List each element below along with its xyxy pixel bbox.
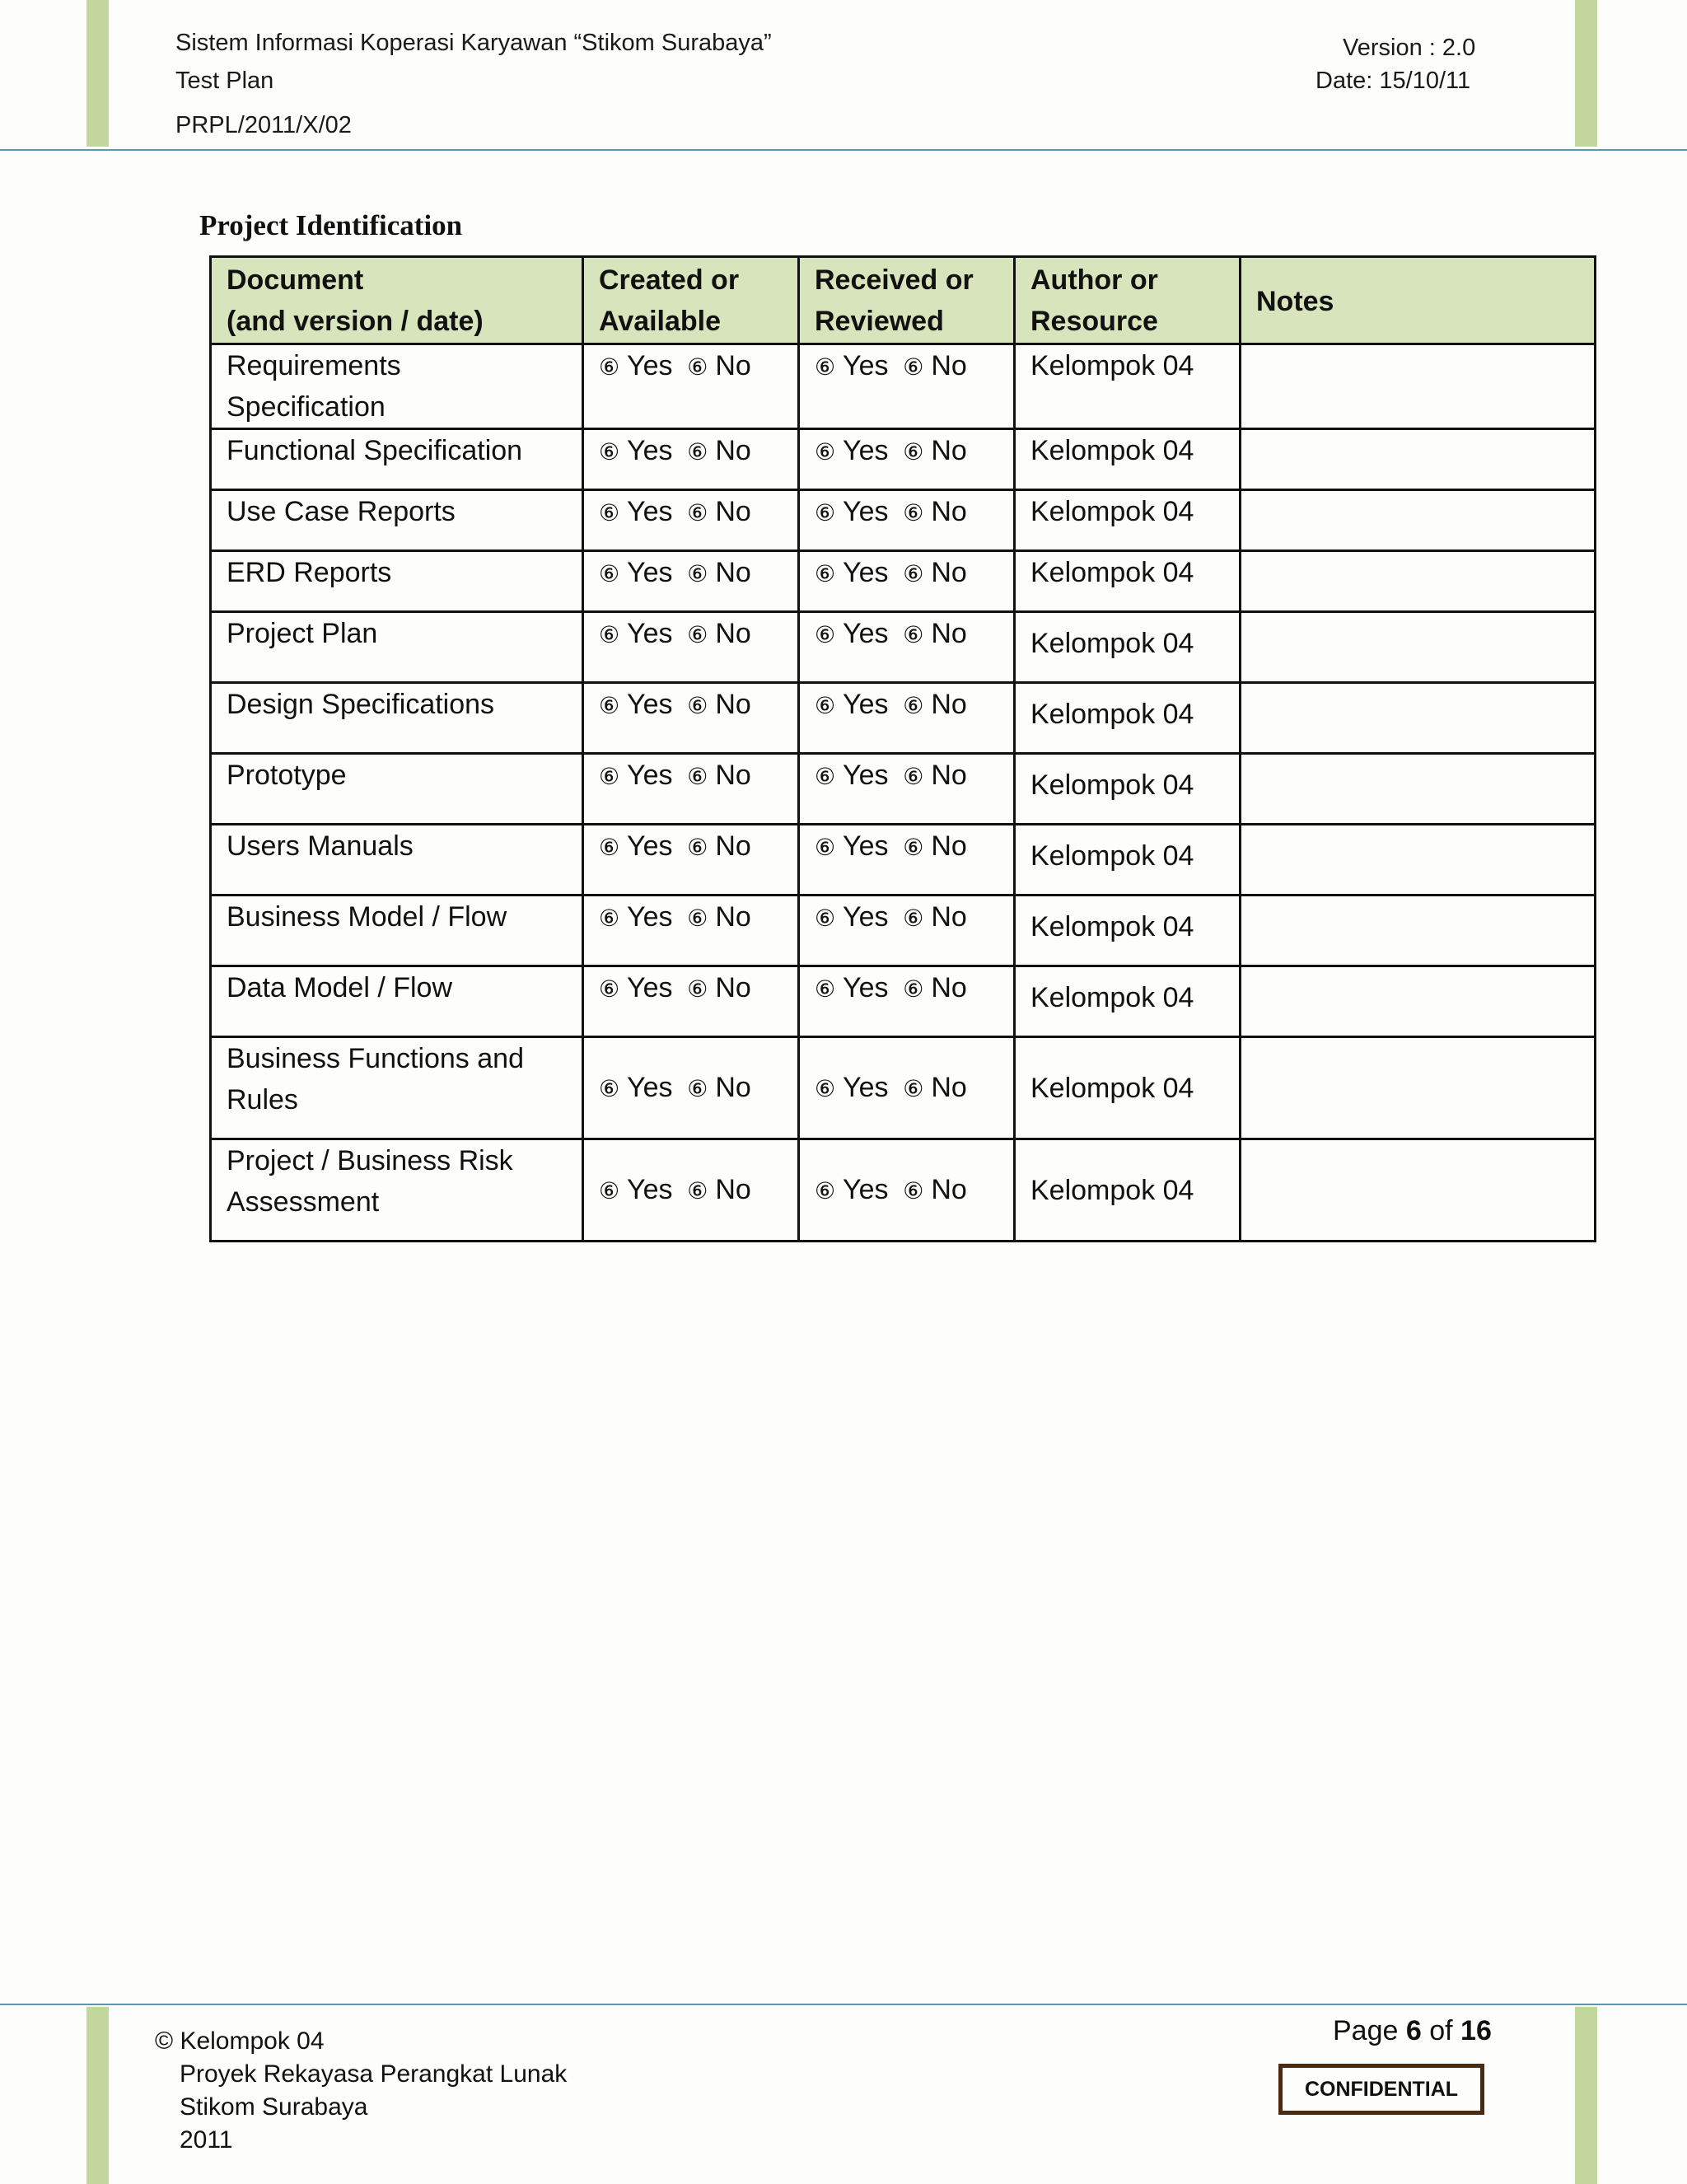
created-no-label: No [715, 1173, 751, 1205]
notes-cell [1241, 1037, 1596, 1139]
table-row [211, 683, 1596, 754]
author-resource: Kelompok 04 [1015, 754, 1241, 825]
received-yes-radio-icon[interactable]: ⑥ [815, 353, 836, 381]
footer-institution: Stikom Surabaya [180, 2093, 368, 2121]
document-name: Prototype [211, 754, 583, 825]
notes-cell [1241, 754, 1596, 825]
header-doc-code: PRPL/2011/X/02 [175, 112, 352, 138]
created-yes-label: Yes [627, 760, 673, 791]
received-yes-label: Yes [843, 1071, 889, 1103]
document-name: Design Specifications [211, 683, 583, 754]
created-yes-label: Yes [627, 1071, 673, 1103]
created-yes-radio-icon[interactable]: ⑥ [599, 975, 620, 1003]
received-cell [799, 966, 1015, 1037]
notes-cell [1241, 683, 1596, 754]
created-yes-label: Yes [627, 350, 673, 381]
table-header-row [211, 257, 1596, 344]
received-yes-label: Yes [843, 435, 889, 466]
author-resource: Kelompok 04 [1015, 551, 1241, 612]
received-options [815, 496, 967, 527]
created-no-radio-icon[interactable]: ⑥ [687, 834, 708, 861]
created-no-label: No [715, 435, 751, 466]
created-no-radio-icon[interactable]: ⑥ [687, 692, 708, 719]
received-options [815, 435, 967, 466]
received-yes-label: Yes [843, 1173, 889, 1205]
received-options [815, 1173, 967, 1205]
created-cell [583, 612, 799, 683]
author-resource: Kelompok 04 [1015, 825, 1241, 896]
created-yes-label: Yes [627, 1173, 673, 1205]
created-cell [583, 966, 799, 1037]
received-yes-radio-icon[interactable]: ⑥ [815, 1074, 836, 1102]
table-row [211, 612, 1596, 683]
author-resource: Kelompok 04 [1015, 1037, 1241, 1139]
created-options [599, 689, 751, 720]
created-no-radio-icon[interactable]: ⑥ [687, 353, 708, 381]
author-resource: Kelompok 04 [1015, 429, 1241, 490]
created-no-radio-icon[interactable]: ⑥ [687, 763, 708, 790]
created-yes-radio-icon[interactable]: ⑥ [599, 1074, 620, 1102]
received-no-label: No [931, 830, 967, 862]
table-row [211, 344, 1596, 429]
created-cell [583, 1139, 799, 1242]
created-options [599, 435, 751, 466]
received-no-label: No [931, 972, 967, 1003]
received-cell [799, 825, 1015, 896]
received-cell [799, 490, 1015, 551]
received-yes-radio-icon[interactable]: ⑥ [815, 499, 836, 526]
created-yes-label: Yes [627, 901, 673, 933]
received-options [815, 760, 967, 791]
received-no-radio-icon[interactable]: ⑥ [903, 1074, 924, 1102]
header-doc-type: Test Plan [175, 68, 274, 94]
created-options [599, 350, 751, 381]
received-no-radio-icon[interactable]: ⑥ [903, 560, 924, 587]
created-cell [583, 683, 799, 754]
created-no-label: No [715, 350, 751, 381]
table-row [211, 966, 1596, 1037]
document-name: Functional Specification [211, 429, 583, 490]
received-yes-label: Yes [843, 760, 889, 791]
received-cell [799, 344, 1015, 429]
document-name: Business Model / Flow [211, 896, 583, 966]
received-no-radio-icon[interactable]: ⑥ [903, 1176, 924, 1204]
table-row [211, 1037, 1596, 1139]
table-row [211, 490, 1596, 551]
received-cell [799, 754, 1015, 825]
received-no-label: No [931, 901, 967, 933]
created-no-radio-icon[interactable]: ⑥ [687, 1176, 708, 1204]
created-yes-label: Yes [627, 689, 673, 720]
received-yes-label: Yes [843, 830, 889, 862]
document-name: Users Manuals [211, 825, 583, 896]
created-options [599, 760, 751, 791]
received-yes-radio-icon[interactable]: ⑥ [815, 621, 836, 648]
created-options [599, 972, 751, 1003]
received-yes-label: Yes [843, 972, 889, 1003]
created-yes-radio-icon[interactable]: ⑥ [599, 353, 620, 381]
author-resource: Kelompok 04 [1015, 683, 1241, 754]
received-no-label: No [931, 1173, 967, 1205]
received-no-label: No [931, 496, 967, 527]
created-cell [583, 551, 799, 612]
table-row [211, 825, 1596, 896]
created-options [599, 618, 751, 649]
created-yes-label: Yes [627, 830, 673, 862]
created-yes-radio-icon[interactable]: ⑥ [599, 1176, 620, 1204]
notes-cell [1241, 1139, 1596, 1242]
created-yes-label: Yes [627, 435, 673, 466]
received-options [815, 557, 967, 588]
col-header-notes: Notes [1241, 257, 1596, 344]
created-yes-label: Yes [627, 618, 673, 649]
received-cell [799, 1037, 1015, 1139]
created-options [599, 830, 751, 862]
author-resource: Kelompok 04 [1015, 896, 1241, 966]
received-yes-radio-icon[interactable]: ⑥ [815, 438, 836, 465]
document-name: Business Functions and Rules [211, 1037, 583, 1139]
created-no-radio-icon[interactable]: ⑥ [687, 438, 708, 465]
document-name: Use Case Reports [211, 490, 583, 551]
created-no-radio-icon[interactable]: ⑥ [687, 621, 708, 648]
confidential-stamp: CONFIDENTIAL [1278, 2064, 1484, 2115]
received-options [815, 1071, 967, 1103]
received-no-radio-icon[interactable]: ⑥ [903, 834, 924, 861]
table-row [211, 1139, 1596, 1242]
received-yes-radio-icon[interactable]: ⑥ [815, 975, 836, 1003]
created-yes-radio-icon[interactable]: ⑥ [599, 499, 620, 526]
created-yes-radio-icon[interactable]: ⑥ [599, 905, 620, 932]
created-no-radio-icon[interactable]: ⑥ [687, 1074, 708, 1102]
created-no-label: No [715, 496, 751, 527]
received-no-label: No [931, 350, 967, 381]
received-options [815, 972, 967, 1003]
created-no-label: No [715, 972, 751, 1003]
notes-cell [1241, 966, 1596, 1037]
created-yes-radio-icon[interactable]: ⑥ [599, 763, 620, 790]
notes-cell [1241, 896, 1596, 966]
footer-rule [0, 2004, 1687, 2005]
notes-cell [1241, 612, 1596, 683]
received-options [815, 901, 967, 933]
received-options [815, 350, 967, 381]
received-cell [799, 612, 1015, 683]
author-resource: Kelompok 04 [1015, 490, 1241, 551]
received-yes-label: Yes [843, 350, 889, 381]
created-no-radio-icon[interactable]: ⑥ [687, 499, 708, 526]
col-header-document: Document (and version / date) [211, 257, 583, 344]
table-row [211, 429, 1596, 490]
footer-year: 2011 [180, 2126, 233, 2154]
footer-course: Proyek Rekayasa Perangkat Lunak [180, 2060, 568, 2088]
document-name: Data Model / Flow [211, 966, 583, 1037]
page-number: Page 6 of 16 [1333, 2015, 1492, 2046]
received-cell [799, 429, 1015, 490]
author-resource: Kelompok 04 [1015, 1139, 1241, 1242]
created-yes-radio-icon[interactable]: ⑥ [599, 834, 620, 861]
received-options [815, 830, 967, 862]
received-yes-radio-icon[interactable]: ⑥ [815, 763, 836, 790]
created-options [599, 1071, 751, 1103]
created-no-radio-icon[interactable]: ⑥ [687, 905, 708, 932]
created-yes-label: Yes [627, 496, 673, 527]
received-cell [799, 683, 1015, 754]
created-no-radio-icon[interactable]: ⑥ [687, 975, 708, 1003]
received-yes-radio-icon[interactable]: ⑥ [815, 560, 836, 587]
table-row [211, 551, 1596, 612]
footer-left-accent-bar [86, 2007, 109, 2184]
received-yes-label: Yes [843, 557, 889, 588]
created-cell [583, 896, 799, 966]
received-no-label: No [931, 435, 967, 466]
section-title: Project Identification [199, 209, 463, 241]
received-yes-radio-icon[interactable]: ⑥ [815, 905, 836, 932]
received-no-label: No [931, 618, 967, 649]
received-no-radio-icon[interactable]: ⑥ [903, 438, 924, 465]
table-row [211, 896, 1596, 966]
header-right-accent-bar [1575, 0, 1597, 147]
created-yes-radio-icon[interactable]: ⑥ [599, 560, 620, 587]
created-no-label: No [715, 557, 751, 588]
document-name: Project Plan [211, 612, 583, 683]
received-options [815, 618, 967, 649]
header-system-name: Sistem Informasi Koperasi Karyawan “Stikom Surabaya” [175, 30, 772, 56]
received-yes-label: Yes [843, 689, 889, 720]
col-header-author: Author or Resource [1015, 257, 1241, 344]
document-name: Requirements Specification [211, 344, 583, 429]
author-resource: Kelompok 04 [1015, 612, 1241, 683]
notes-cell [1241, 551, 1596, 612]
created-yes-label: Yes [627, 972, 673, 1003]
created-yes-radio-icon[interactable]: ⑥ [599, 438, 620, 465]
received-no-label: No [931, 1071, 967, 1103]
document-name: Project / Business Risk Assessment [211, 1139, 583, 1242]
received-yes-radio-icon[interactable]: ⑥ [815, 692, 836, 719]
received-cell [799, 896, 1015, 966]
created-cell [583, 754, 799, 825]
created-options [599, 496, 751, 527]
header-rule [0, 149, 1687, 151]
received-no-radio-icon[interactable]: ⑥ [903, 763, 924, 790]
created-no-label: No [715, 689, 751, 720]
created-options [599, 557, 751, 588]
received-yes-label: Yes [843, 901, 889, 933]
received-no-radio-icon[interactable]: ⑥ [903, 499, 924, 526]
received-no-radio-icon[interactable]: ⑥ [903, 975, 924, 1003]
received-no-label: No [931, 760, 967, 791]
received-yes-radio-icon[interactable]: ⑥ [815, 1176, 836, 1204]
received-yes-label: Yes [843, 618, 889, 649]
received-options [815, 689, 967, 720]
created-cell [583, 429, 799, 490]
created-options [599, 901, 751, 933]
created-options [599, 1173, 751, 1205]
col-header-received: Received or Reviewed [799, 257, 1015, 344]
created-no-label: No [715, 760, 751, 791]
created-yes-radio-icon[interactable]: ⑥ [599, 692, 620, 719]
created-cell [583, 490, 799, 551]
received-cell [799, 551, 1015, 612]
footer-right-accent-bar [1575, 2007, 1597, 2184]
created-no-radio-icon[interactable]: ⑥ [687, 560, 708, 587]
received-no-radio-icon[interactable]: ⑥ [903, 905, 924, 932]
notes-cell [1241, 490, 1596, 551]
header-date: Date: 15/10/11 [1315, 68, 1471, 94]
received-no-radio-icon[interactable]: ⑥ [903, 692, 924, 719]
created-no-label: No [715, 618, 751, 649]
author-resource: Kelompok 04 [1015, 966, 1241, 1037]
notes-cell [1241, 429, 1596, 490]
created-cell [583, 1037, 799, 1139]
created-cell [583, 825, 799, 896]
created-yes-radio-icon[interactable]: ⑥ [599, 621, 620, 648]
table-row [211, 754, 1596, 825]
author-resource: Kelompok 04 [1015, 344, 1241, 429]
notes-cell [1241, 344, 1596, 429]
created-no-label: No [715, 1071, 751, 1103]
created-yes-label: Yes [627, 557, 673, 588]
project-identification-table [209, 255, 1596, 1242]
header-left-accent-bar [86, 0, 109, 147]
created-no-label: No [715, 830, 751, 862]
received-no-label: No [931, 689, 967, 720]
header-version: Version : 2.0 [1343, 35, 1476, 61]
received-cell [799, 1139, 1015, 1242]
footer-copyright: © Kelompok 04 [155, 2027, 325, 2055]
notes-cell [1241, 825, 1596, 896]
received-yes-radio-icon[interactable]: ⑥ [815, 834, 836, 861]
received-no-label: No [931, 557, 967, 588]
received-no-radio-icon[interactable]: ⑥ [903, 621, 924, 648]
received-no-radio-icon[interactable]: ⑥ [903, 353, 924, 381]
col-header-created: Created or Available [583, 257, 799, 344]
created-no-label: No [715, 901, 751, 933]
document-name: ERD Reports [211, 551, 583, 612]
created-cell [583, 344, 799, 429]
received-yes-label: Yes [843, 496, 889, 527]
